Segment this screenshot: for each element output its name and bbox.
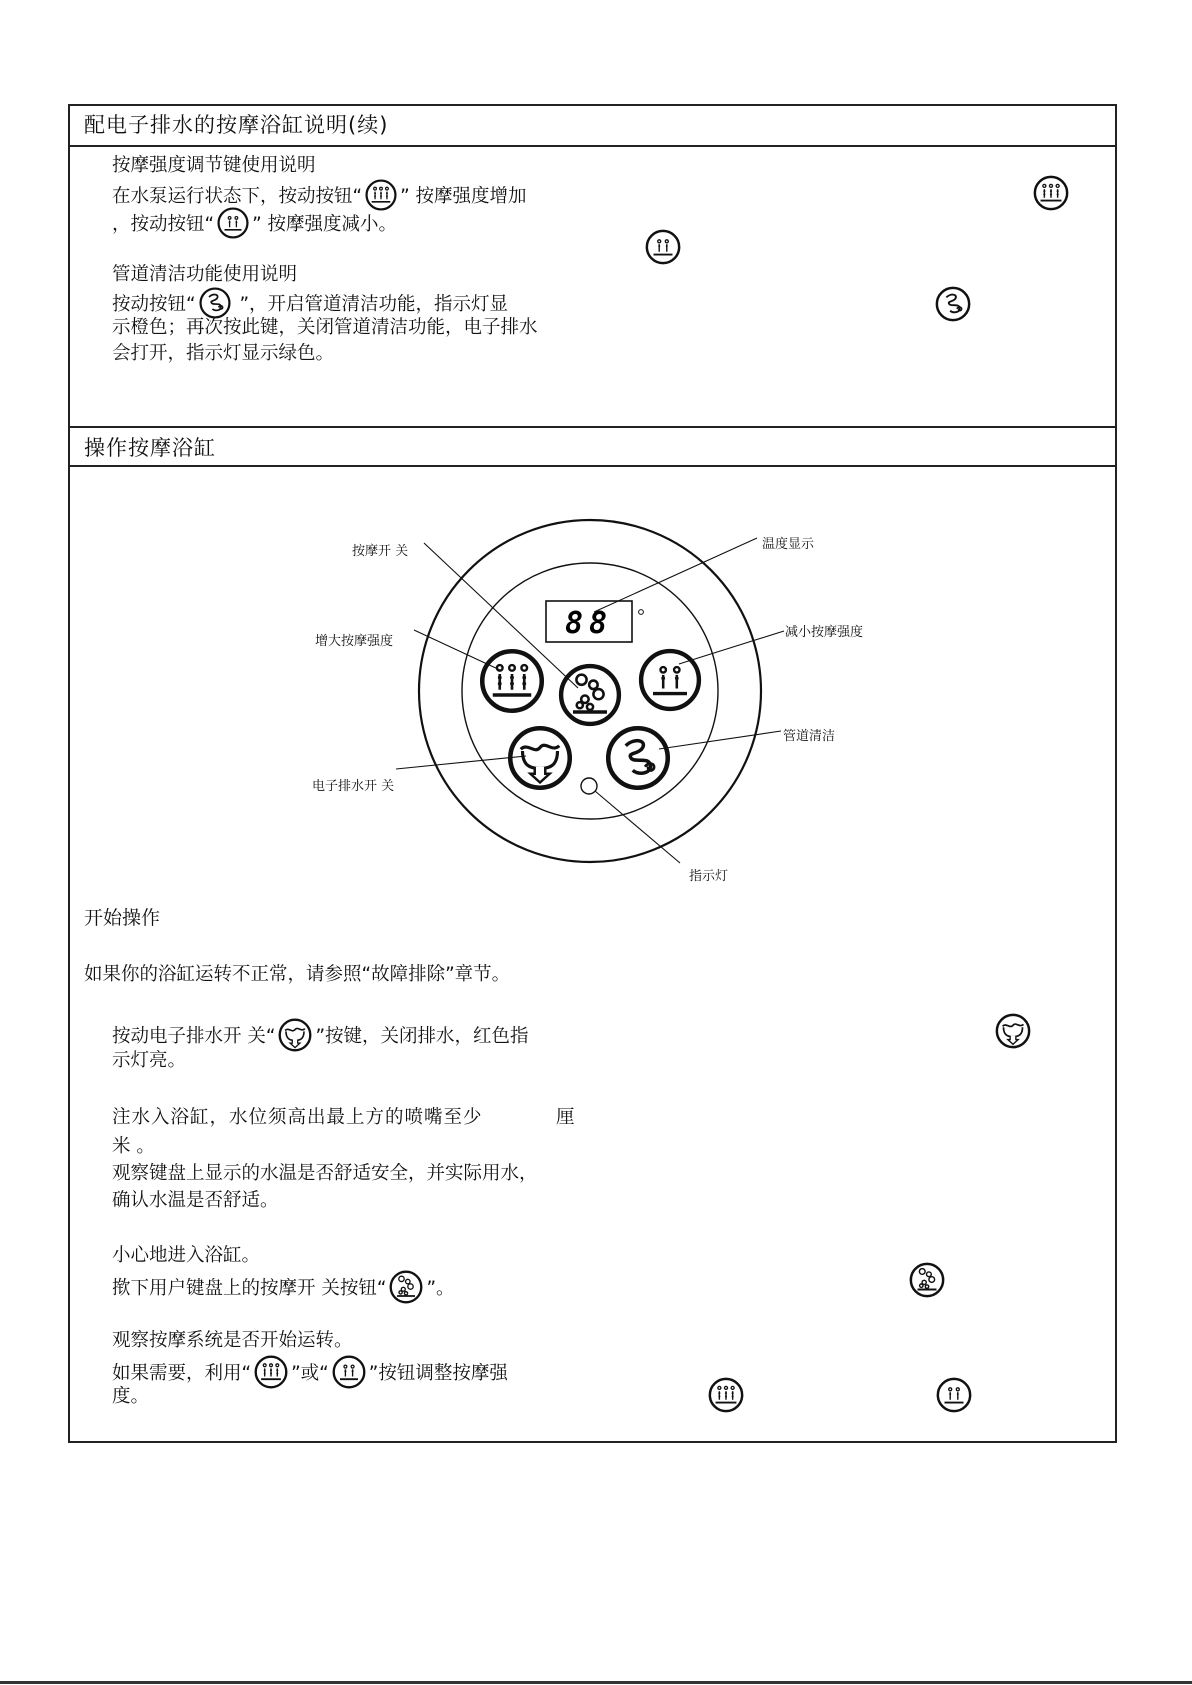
cleaning-line-3: 会打开，指示灯显示绿色。 [112, 343, 335, 364]
massage-decrease-icon [935, 1376, 973, 1414]
step-text: 按动电子排水开 关“ [112, 1026, 276, 1047]
troubleshoot-notice: 如果你的浴缸运转不正常，请参照“故障排除”章节。 [84, 964, 511, 985]
cleaning-text: 按动按钮“ [112, 294, 196, 315]
massage-increase-icon [253, 1354, 289, 1390]
cleaning-heading: 管道清洁功能使用说明 [112, 264, 298, 285]
intensity-text: 在水泵运行状态下，按动按钮“ [112, 186, 363, 207]
massage-increase-icon [482, 651, 542, 711]
start-heading: 开始操作 [84, 907, 161, 929]
label-increase-intensity: 增大按摩强度 [315, 634, 394, 649]
cleaning-line-2: 示橙色；再次按此键，关闭管道清洁功能，电子排水 [112, 317, 538, 338]
massage-decrease-icon [331, 1354, 367, 1390]
step-adjust-line-2 [112, 1356, 508, 1392]
massage-switch-icon [388, 1269, 424, 1305]
step-enter-line-2 [112, 1271, 455, 1307]
step-enter-line-1: 小心地进入浴缸。 [112, 1245, 261, 1266]
massage-increase-icon [1032, 174, 1070, 212]
label-decrease-intensity: 减小按摩强度 [785, 625, 864, 640]
massage-decrease-icon [644, 228, 682, 266]
indicator-light [581, 778, 597, 794]
intensity-text: ” 按摩强度减小。 [252, 214, 398, 235]
massage-switch-icon [908, 1261, 946, 1299]
step-text: ”。 [426, 1278, 455, 1299]
massage-decrease-icon [216, 206, 250, 240]
section-title: 配电子排水的按摩浴缸说明(续) [84, 113, 389, 137]
step-temp-line-1: 观察键盘上显示的水温是否舒适安全，并实际用水， [112, 1163, 538, 1184]
step-text: ”按键，关闭排水，红色指 [315, 1026, 529, 1047]
step-text: 如果需要，利用“ [112, 1363, 252, 1384]
pipe-cleaning-icon [934, 285, 972, 323]
cleaning-text: ”，开启管道清洁功能，指示灯显 [233, 294, 509, 315]
pipe-cleaning-icon [608, 728, 668, 788]
section-title: 操作按摩浴缸 [84, 436, 216, 460]
page-bottom-rule [0, 1681, 1192, 1684]
label-indicator-light: 指示灯 [689, 869, 729, 884]
step-text: ”或“ [291, 1363, 329, 1384]
intensity-text: ，按动按钮“ [112, 214, 215, 235]
divider-line [68, 426, 1117, 428]
control-panel-diagram [300, 510, 900, 890]
massage-decrease-icon [641, 651, 699, 709]
intensity-heading: 按摩强度调节键使用说明 [112, 155, 316, 176]
divider-line [68, 145, 1117, 147]
label-temperature-display: 温度显示 [762, 537, 815, 552]
step-adjust-line-3: 度。 [112, 1386, 150, 1407]
drain-icon [994, 1012, 1032, 1050]
step-text: 揿下用户键盘上的按摩开 关按钮“ [112, 1278, 387, 1299]
step-drain-line-2: 示灯亮。 [112, 1050, 187, 1071]
drain-icon [510, 728, 570, 788]
massage-increase-icon [707, 1376, 745, 1414]
drain-icon [277, 1017, 313, 1053]
step-adjust-line-1: 观察按摩系统是否开始运转。 [112, 1330, 353, 1351]
divider-line [68, 465, 1117, 467]
intensity-text: ” 按摩强度增加 [400, 186, 527, 207]
massage-increase-icon [364, 178, 398, 212]
step-fill-line-2: 米 。 [112, 1136, 155, 1157]
step-text: ”按钮调整按摩强 [368, 1363, 508, 1384]
label-drain-switch: 电子排水开 关 [312, 779, 395, 794]
intensity-line-2 [112, 208, 397, 242]
step-fill-line-1-end: 厘 [556, 1107, 575, 1128]
label-pipe-cleaning: 管道清洁 [783, 729, 836, 744]
step-fill-line-1: 注水入浴缸，水位须高出最上方的喷嘴至少 [112, 1107, 483, 1128]
massage-switch-icon [561, 666, 619, 724]
display-digits: 88 [564, 606, 614, 641]
label-massage-switch: 按摩开 关 [352, 544, 409, 559]
step-temp-line-2: 确认水温是否舒适。 [112, 1190, 279, 1211]
